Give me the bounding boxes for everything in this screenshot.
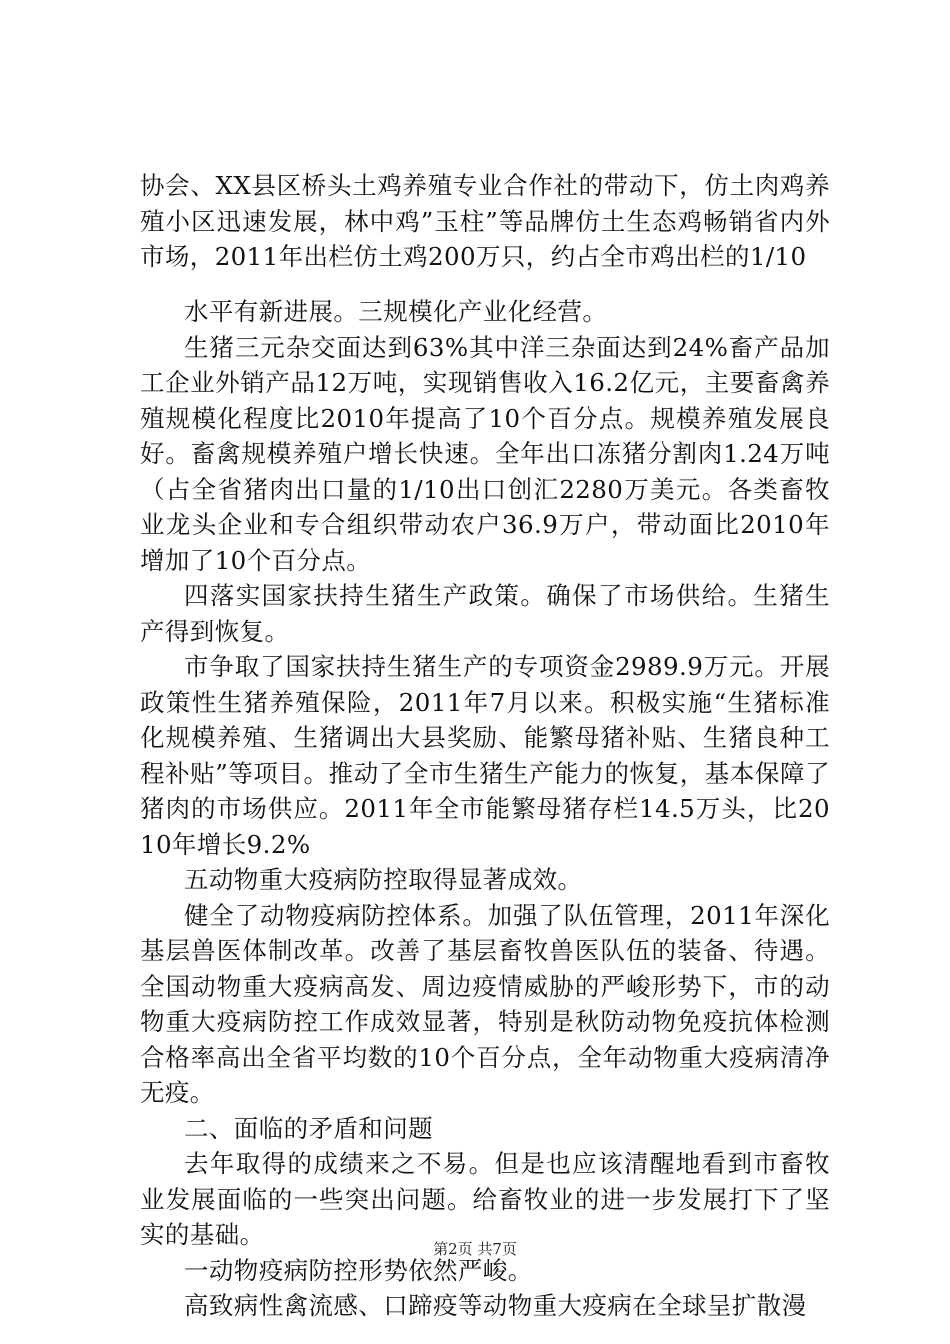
page-number-label: 第2页 共7页 xyxy=(433,1240,517,1258)
main-text-block xyxy=(140,294,830,1324)
paragraph: 去年取得的成绩来之不易。但是也应该清醒地看到市畜牧业发展面临的一些突出问题。给畜牧业的进一步发展打下了坚实的基础。 xyxy=(140,1149,830,1249)
paragraph: 水平有新进展。三规模化产业化经营。 xyxy=(184,297,608,326)
paragraph: 生猪三元杂交面达到63%其中洋三杂面达到24%畜产品加工企业外销产品12万吨，实现销售收入16.2亿元，主要畜禽养殖规模化程度比2010年提高了10个百分点。规模养殖发展良好。畜禽规模养殖户增长快速。全年出口冻猪分割肉1.24万吨（占全省猪肉出口量的1/10出口创汇2280万美元。各类畜牧业龙头企业和专合组织带动农户36.9万户，带动面比2010年增加了10个百分点。 xyxy=(140,332,830,575)
paragraph: 市争取了国家扶持生猪生产的专项资金2989.9万元。开展政策性生猪养殖保险，2011年7月以来。积极实施“生猪标准化规模养殖、生猪调出大县奖励、能繁母猪补贴、生猪良种工程补贴”等项目。推动了全市生猪生产能力的恢复，基本保障了猪肉的市场供应。2011年全市能繁母猪存栏14.5万头，比2010年增长9.2% xyxy=(140,652,830,859)
section-heading: 二、面临的矛盾和问题 xyxy=(184,1113,433,1143)
page-footer xyxy=(0,1238,950,1259)
section-heading: 五动物重大疫病防控取得显著成效。 xyxy=(184,865,583,894)
section-heading: 一动物疫病防控形势依然严峻。 xyxy=(184,1255,533,1285)
paragraph: 健全了动物疫病防控体系。加强了队伍管理，2011年深化基层兽医体制改革。改善了基层畜牧兽医队伍的装备、待遇。全国动物重大疫病高发、周边疫情威胁的严峻形势下，市的动物重大疫病防控工作成效显著，特别是秋防动物免疫抗体检测合格率高出全省平均数的10个百分点，全年动物重大疫病清净无疫。 xyxy=(140,900,830,1107)
top-text-block xyxy=(140,168,830,275)
paragraph: 四落实国家扶持生猪生产政策。确保了市场供给。生猪生产得到恢复。 xyxy=(140,581,830,646)
paragraph: 高致病性禽流感、口蹄疫等动物重大疫病在全球呈扩散漫 xyxy=(184,1291,807,1320)
paragraph-continued: 协会、XX县区桥头土鸡养殖专业合作社的带动下，仿土肉鸡养殖小区迅速发展，林中鸡”玉柱”等品牌仿土生态鸡畅销省内外市场，2011年出栏仿土鸡200万只，约占全市鸡出栏的1/10 xyxy=(140,171,830,271)
